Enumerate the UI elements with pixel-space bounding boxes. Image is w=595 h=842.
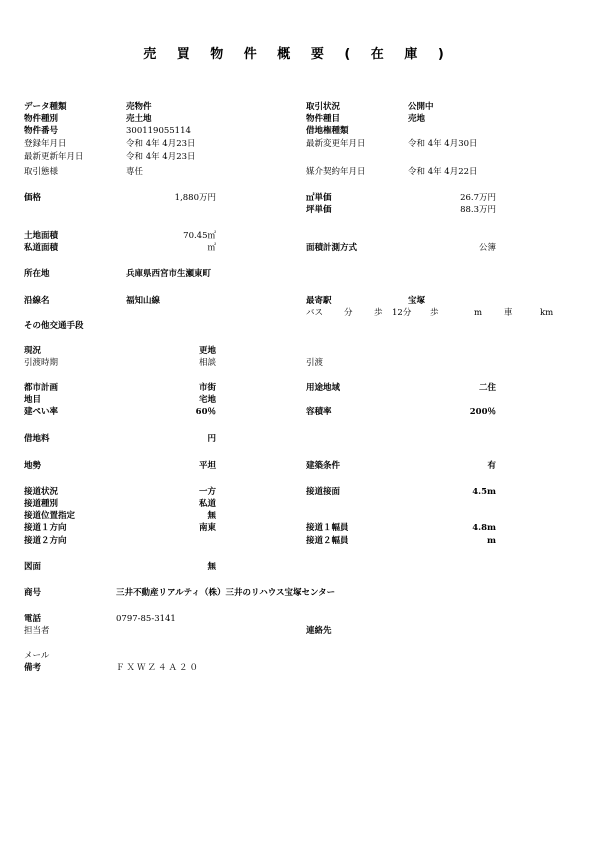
trade-status-value: 公開中 bbox=[408, 102, 434, 112]
property-type-value: 売土地 bbox=[126, 114, 152, 124]
property-type-label: 物件種別 bbox=[24, 114, 59, 124]
bus-minutes-label: 分 bbox=[344, 308, 353, 318]
staff-label: 担当者 bbox=[24, 626, 50, 636]
current-state-label: 現況 bbox=[24, 346, 42, 356]
station-value: 宝塚 bbox=[408, 296, 426, 306]
road-dir1-value: 南東 bbox=[198, 523, 216, 533]
private-road-value: ㎡ bbox=[207, 243, 216, 253]
tsubo-price-value: 88.3万円 bbox=[460, 205, 496, 215]
road-frontage-value: 4.5m bbox=[472, 487, 496, 497]
road-designation-value: 無 bbox=[207, 511, 216, 521]
trade-status-label: 取引状況 bbox=[306, 102, 341, 112]
handover-time-label: 引渡時期 bbox=[24, 358, 59, 368]
far-value: 200％ bbox=[469, 407, 496, 417]
page-title: 売 買 物 件 概 要 ( 在 庫 ) bbox=[143, 47, 452, 62]
price-value: 1,880万円 bbox=[174, 193, 216, 203]
road-type-value: 私道 bbox=[198, 499, 216, 509]
property-no-label: 物件番号 bbox=[24, 126, 59, 136]
price-label: 価格 bbox=[24, 193, 42, 203]
company-label: 商号 bbox=[24, 588, 42, 598]
data-type-label: データ種類 bbox=[24, 102, 67, 112]
land-category-value: 宅地 bbox=[198, 395, 216, 405]
zoning-label: 用途地域 bbox=[306, 383, 341, 393]
road-width1-label: 接道１幅員 bbox=[306, 523, 349, 533]
coverage-value: 60％ bbox=[195, 407, 216, 417]
remarks-value: ＦＸＷＺ４Ａ２０ bbox=[116, 663, 201, 673]
road-width1-value: 4.8m bbox=[472, 523, 496, 533]
walk-label: 歩 bbox=[374, 308, 383, 318]
private-road-label: 私道面積 bbox=[24, 243, 59, 253]
address-value: 兵庫県西宮市生瀬東町 bbox=[126, 269, 212, 279]
terrain-label: 地勢 bbox=[24, 461, 42, 471]
bus-label: バス bbox=[306, 308, 324, 318]
building-cond-value: 有 bbox=[487, 461, 496, 471]
other-transport-label: その他交通手段 bbox=[24, 321, 84, 331]
update-date-value: 令和 4年 4月23日 bbox=[126, 152, 196, 162]
contact-label: 連絡先 bbox=[306, 626, 332, 636]
line-label: 沿線名 bbox=[24, 296, 50, 306]
station-label: 最寄駅 bbox=[306, 296, 332, 306]
trade-type-label: 取引態様 bbox=[24, 167, 59, 177]
update-date-label: 最新更新年月日 bbox=[24, 152, 84, 162]
floor-plan-label: 図面 bbox=[24, 562, 42, 572]
handover-time-value: 相談 bbox=[198, 358, 216, 368]
change-date-label: 最新変更年月日 bbox=[306, 139, 366, 149]
tsubo-price-label: 坪単価 bbox=[306, 205, 332, 215]
handover-label: 引渡 bbox=[306, 358, 324, 368]
phone-value: 0797-85-3141 bbox=[116, 614, 176, 624]
zoning-value: 二住 bbox=[478, 383, 496, 393]
land-rent-label: 借地料 bbox=[24, 434, 50, 444]
city-plan-value: 市街 bbox=[198, 383, 216, 393]
trade-type-value: 専任 bbox=[126, 167, 144, 177]
land-area-value: 70.45㎡ bbox=[183, 231, 216, 241]
data-type-value: 売物件 bbox=[126, 102, 152, 112]
reg-date-value: 令和 4年 4月23日 bbox=[126, 139, 196, 149]
property-item-value: 売地 bbox=[408, 114, 426, 124]
road-width2-value: m bbox=[487, 536, 496, 546]
sqm-price-label: ㎡単価 bbox=[306, 193, 332, 203]
company-value: 三井不動産リアルティ（株）三井のリハウス宝塚センター bbox=[116, 588, 336, 598]
car-km-unit: km bbox=[540, 308, 554, 318]
phone-label: 電話 bbox=[24, 614, 42, 624]
measure-method-value: 公簿 bbox=[478, 243, 496, 253]
change-date-value: 令和 4年 4月30日 bbox=[408, 139, 478, 149]
walk-label-2: 歩 bbox=[430, 308, 439, 318]
remarks-label: 備考 bbox=[24, 663, 42, 673]
building-cond-label: 建築条件 bbox=[306, 461, 341, 471]
email-label: メール bbox=[24, 651, 50, 661]
sqm-price-value: 26.7万円 bbox=[460, 193, 496, 203]
current-state-value: 更地 bbox=[198, 346, 216, 356]
walk-m-unit: m bbox=[474, 308, 483, 318]
road-dir1-label: 接道１方向 bbox=[24, 523, 67, 533]
terrain-value: 平坦 bbox=[198, 461, 216, 471]
car-label: 車 bbox=[504, 308, 513, 318]
measure-method-label: 面積計測方式 bbox=[306, 243, 358, 253]
coverage-label: 建ぺい率 bbox=[24, 407, 59, 417]
property-no-value: 300119055114 bbox=[126, 126, 191, 136]
far-label: 容積率 bbox=[306, 407, 332, 417]
land-category-label: 地目 bbox=[24, 395, 42, 405]
road-width2-label: 接道２幅員 bbox=[306, 536, 349, 546]
address-label: 所在地 bbox=[24, 269, 50, 279]
floor-plan-value: 無 bbox=[207, 562, 216, 572]
reg-date-label: 登録年月日 bbox=[24, 139, 67, 149]
land-rent-value: 円 bbox=[207, 434, 216, 444]
land-area-label: 土地面積 bbox=[24, 231, 59, 241]
road-status-label: 接道状況 bbox=[24, 487, 59, 497]
walk-minutes-value: 12分 bbox=[392, 308, 412, 318]
land-right-label: 借地権種類 bbox=[306, 126, 349, 136]
broker-date-label: 媒介契約年月日 bbox=[306, 167, 366, 177]
line-value: 福知山線 bbox=[126, 296, 161, 306]
road-frontage-label: 接道接面 bbox=[306, 487, 341, 497]
property-item-label: 物件種目 bbox=[306, 114, 341, 124]
city-plan-label: 都市計画 bbox=[24, 383, 59, 393]
broker-date-value: 令和 4年 4月22日 bbox=[408, 167, 478, 177]
road-designation-label: 接道位置指定 bbox=[24, 511, 76, 521]
road-type-label: 接道種別 bbox=[24, 499, 59, 509]
road-status-value: 一方 bbox=[198, 487, 216, 497]
road-dir2-label: 接道２方向 bbox=[24, 536, 67, 546]
